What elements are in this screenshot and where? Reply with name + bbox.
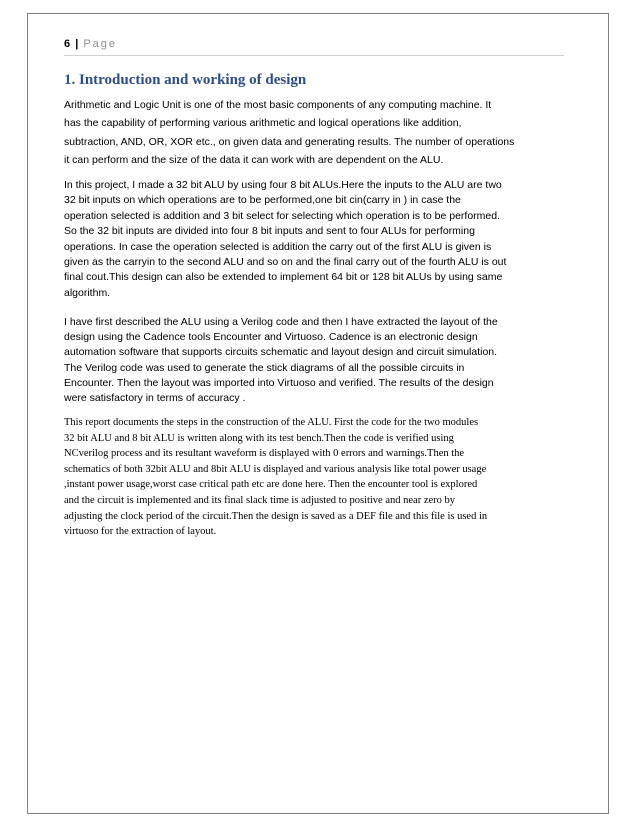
header-separator: | [75,38,79,50]
paragraph-line: The Verilog code was used to generate the stick diagrams of all the possible circuits in [64,361,465,374]
paragraph-report-summary [64,415,584,540]
paragraph-project-description [64,178,584,301]
paragraph-line: operations. In case the operation selected is addition the carry out of the first ALU is given is [64,240,492,253]
paragraph-line: operation selected is addition and 3 bit select for selecting which operation is to be performed. [64,209,501,222]
paragraph-line: So the 32 bit inputs are divided into four 8 bit inputs and sent to four ALUs for performing [64,225,475,238]
paragraph-tools [64,315,584,406]
paragraph-line: has the capability of performing various arithmetic and logical operations like addition, [64,117,462,130]
paragraph-line: automation software that supports circuits schematic and layout design and circuit simulation. [64,346,498,359]
paragraph-line: ,instant power usage,worst case critical path etc are done here. Then the encounter tool is explored [64,479,478,491]
page-number: 6 [64,38,71,50]
paragraph-line: design using the Cadence tools Encounter and Virtuoso. Cadence is an electronic design [64,331,478,344]
paragraph-line: NCverilog process and its resultant waveform is displayed with 0 errors and warnings.Then the [64,448,465,460]
paragraph-line: 32 bit ALU and 8 bit ALU is written along with its test bench.Then the code is verified using [64,432,454,444]
paragraph-alu-overview [64,96,584,170]
paragraph-line: were satisfactory in terms of accuracy . [64,392,246,405]
paragraph-line: and the circuit is implemented and its final slack time is adjusted to positive and near zero by [64,494,456,506]
paragraph-line: In this project, I made a 32 bit ALU by using four 8 bit ALUs.Here the inputs to the ALU are two [64,179,502,191]
page-header [64,37,564,56]
paragraph-line: I have first described the ALU using a Verilog code and then I have extracted the layout of the [64,316,498,328]
paragraph-line: 32 bit inputs on which operations are to be performed,one bit cin(carry in ) in case the [64,194,461,207]
paragraph-line: This report documents the steps in the construction of the ALU. First the code for the two modules [64,417,479,428]
page-label: Page [83,38,118,50]
paragraph-line: Encounter. Then the layout was imported into Virtuoso and verified. The results of the design [64,376,494,389]
paragraph-line: Arithmetic and Logic Unit is one of the most basic components of any computing machine. It [64,99,492,111]
paragraph-line: virtuoso for the extraction of layout. [64,526,217,538]
paragraph-line: given as the carryin to the second ALU and so on and the final carry out of the fourth ALU is out [64,256,507,269]
paragraph-line: it can perform and the size of the data it can work with are dependent on the ALU. [64,154,444,167]
paragraph-line: final cout.This design can also be extended to implement 64 bit or 128 bit ALUs by using same [64,271,503,284]
paragraph-line: adjusting the clock period of the circuit.Then the design is saved as a DEF file and this file is used in [64,510,488,522]
paragraph-line: schematics of both 32bit ALU and 8bit ALU is displayed and various analysis like total power usage [64,463,487,475]
paragraph-line: algorithm. [64,286,111,299]
section-title: 1. Introduction and working of design [64,72,307,88]
paragraph-line: subtraction, AND, OR, XOR etc., on given data and generating results. The number of operations [64,135,515,148]
